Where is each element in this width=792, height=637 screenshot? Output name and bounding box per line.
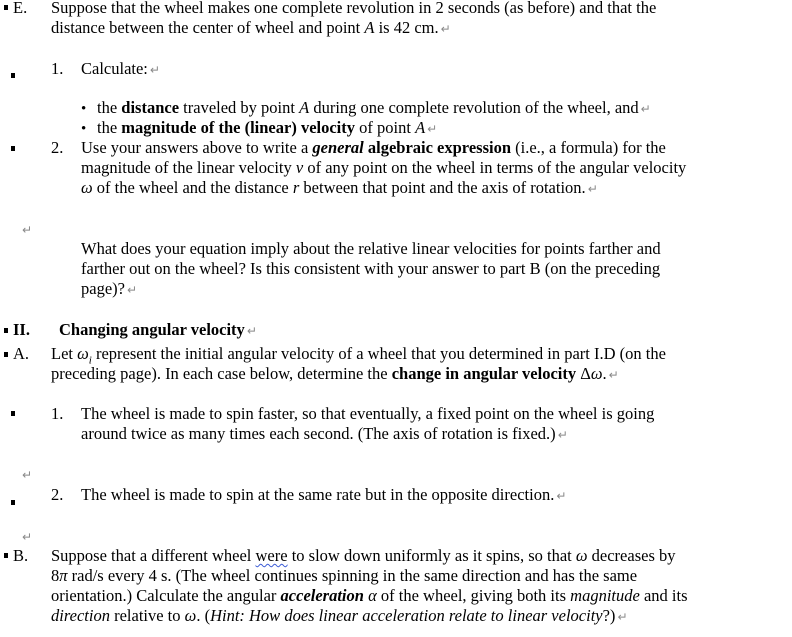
bullet-icon: • <box>81 121 87 137</box>
item-2-line-3: ω of the wheel and the distance r between that point and the axis of rotation. ↵ <box>81 178 598 197</box>
part-e-label: E. <box>13 0 28 17</box>
calculate-label: Calculate: ↵ <box>81 59 160 78</box>
paragraph-mark-icon: ↵ <box>22 223 33 237</box>
item-number: 1. <box>51 404 64 423</box>
part-a-item-1-line-2: around twice as many times each second. (The axis of rotation is fixed.) ↵ <box>81 424 568 443</box>
paragraph-mark-icon: ↵ <box>617 610 628 624</box>
section-ii-label: II. <box>13 320 30 339</box>
paragraph-mark-icon: ↵ <box>427 122 438 136</box>
part-a-item-1-line-1: The wheel is made to spin faster, so that eventually, a fixed point on the wheel is going <box>81 404 655 423</box>
part-b-line-3: orientation.) Calculate the angular acceleration α of the wheel, giving both its magnitude and its <box>51 586 688 605</box>
item-number: 1. <box>51 59 64 78</box>
paragraph-mark-icon: ↵ <box>608 368 619 382</box>
paragraph-mark-icon: ↵ <box>440 22 451 36</box>
grammar-squiggle[interactable]: were <box>255 546 288 565</box>
bullet-velocity: the magnitude of the (linear) velocity of point A ↵ <box>97 118 438 137</box>
list-marker <box>4 328 8 333</box>
item-2-line-2: magnitude of the linear velocity v of any point on the wheel in terms of the angular velocity <box>81 158 687 177</box>
part-b-line-2: 8π rad/s every 4 s. (The wheel continues spinning in the same direction and has the same <box>51 566 638 585</box>
item-number: 2. <box>51 485 64 504</box>
part-a-line-1: Let $\omega_i$ represent the initial angular velocity of a wheel that you determined in part I.D (on the <box>51 344 666 367</box>
paragraph-mark-icon: ↵ <box>22 468 33 482</box>
paragraph-mark-icon: ↵ <box>640 102 651 116</box>
list-marker <box>11 500 15 505</box>
part-b-line-4: direction relative to ω. (Hint: How does linear acceleration relate to linear velocity?) ↵ <box>51 606 628 625</box>
section-ii-title: Changing angular velocity ↵ <box>59 320 257 339</box>
paragraph-mark-icon: ↵ <box>587 182 598 196</box>
list-marker <box>4 352 8 357</box>
bullet-icon: • <box>81 101 87 117</box>
paragraph-mark-icon: ↵ <box>246 324 257 338</box>
list-marker <box>4 5 8 10</box>
question-line-3: page)? ↵ <box>81 279 138 298</box>
list-marker <box>11 146 15 151</box>
part-b-label: B. <box>13 546 29 565</box>
list-marker <box>11 73 15 78</box>
bullet-distance: the distance traveled by point A during one complete revolution of the wheel, and ↵ <box>97 98 651 117</box>
paragraph-mark-icon: ↵ <box>557 428 568 442</box>
paragraph-mark-icon: ↵ <box>149 63 160 77</box>
part-a-label: A. <box>13 344 30 363</box>
list-marker <box>11 411 15 416</box>
part-e-line-1: Suppose that the wheel makes one complete revolution in 2 seconds (as before) and that the <box>51 0 657 17</box>
part-a-line-2: preceding page). In each case below, determine the change in angular velocity Δω. ↵ <box>51 364 619 383</box>
part-a-item-2-line-1: The wheel is made to spin at the same rate but in the opposite direction. ↵ <box>81 485 567 504</box>
paragraph-mark-icon: ↵ <box>22 530 33 544</box>
list-marker <box>4 553 8 558</box>
question-line-1: What does your equation imply about the relative linear velocities for points farther and <box>81 239 661 258</box>
paragraph-mark-icon: ↵ <box>126 283 138 297</box>
part-e-line-2: distance between the center of wheel and point A is 42 cm. ↵ <box>51 18 451 37</box>
item-2-line-1: Use your answers above to write a general algebraic expression (i.e., a formula) for the <box>81 138 666 157</box>
paragraph-mark-icon: ↵ <box>556 489 567 503</box>
item-number: 2. <box>51 138 64 157</box>
question-line-2: farther out on the wheel? Is this consistent with your answer to part B (on the preceding <box>81 259 661 278</box>
part-b-line-1: Suppose that a different wheel were to slow down uniformly as it spins, so that ω decreases by <box>51 546 676 565</box>
